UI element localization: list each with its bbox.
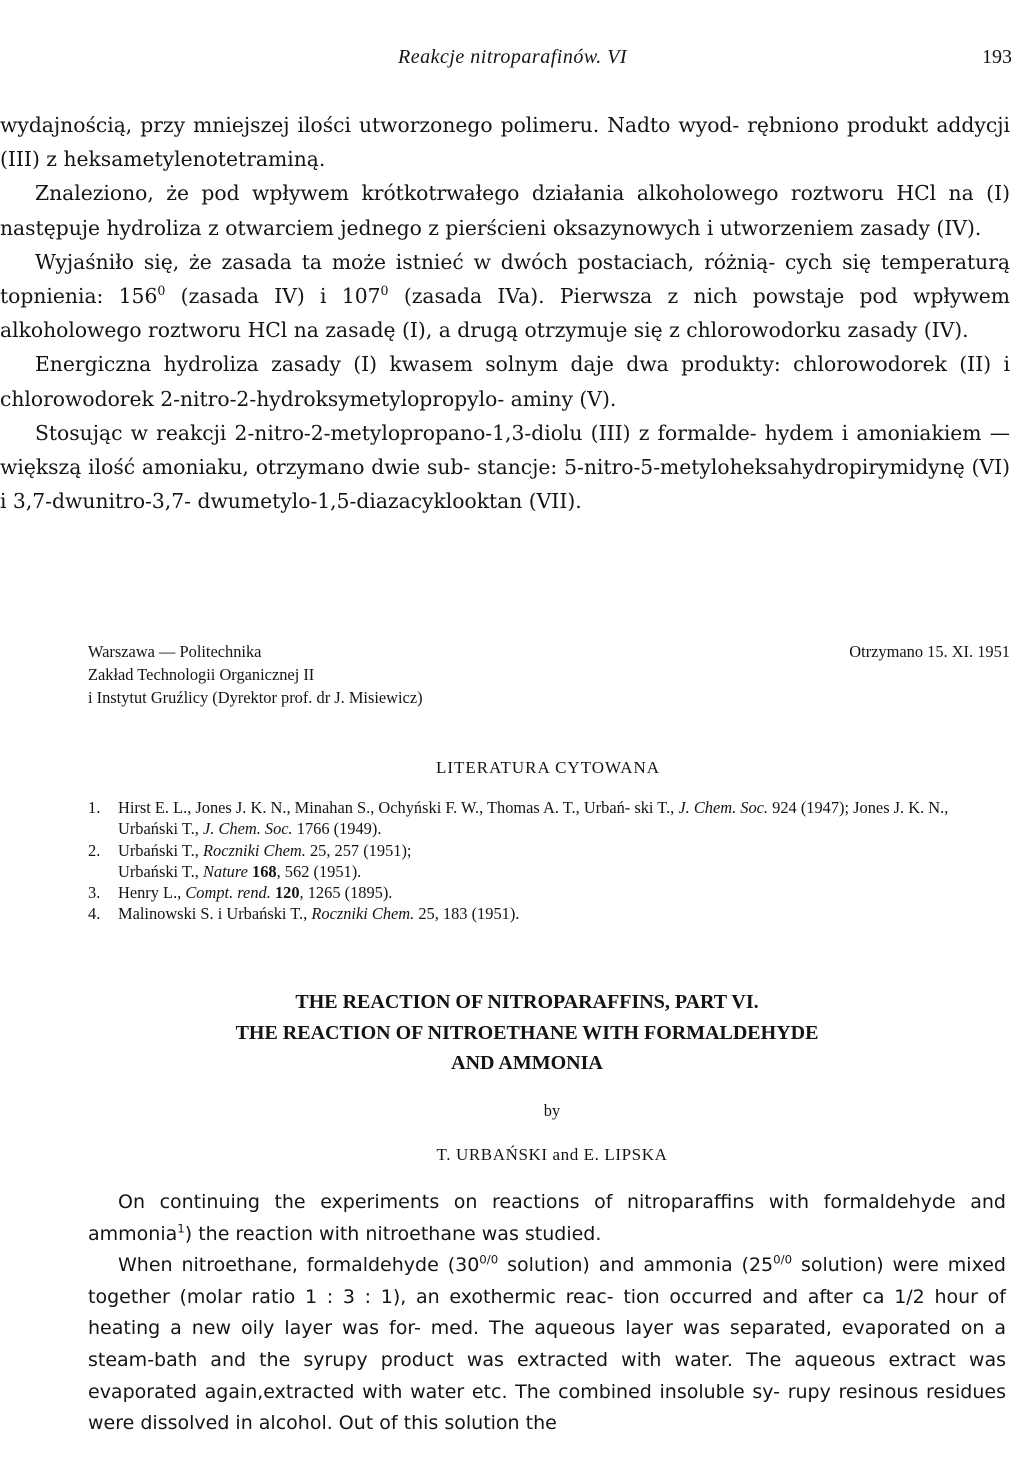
text-run: (zasada IVa). Pierwsza z nich powstaje pod wpływem alkoholowego roztworu HCl na zasadę (I), a drugą otrzymuje się z chlorowodorku zasady (IV). [0,284,1010,343]
reference-list [88,797,1008,925]
reference-number: 4. [88,904,101,924]
journal-name: Roczniki Chem. [311,904,415,924]
journal-name: J. Chem. Soc. [678,798,769,817]
paragraph: Stosując w reakcji 2-nitro-2-metylopropano-1,3-diolu (III) z formalde- hydem i amoniakiem — większą ilość amoniaku, otrzymano dwie sub- stancje: 5-nitro-5-metyloheksahydropirymidynę (VI) i 3,7-dwunitro-3,7- dwumetylo-1,5-diazacyklooktan (VII). [0,420,1010,514]
fraction: 1/2 [894,1285,925,1308]
reference-text: Hirst E. L., Jones J. K. N., Minahan S., Ochyński F. W., Thomas A. T., Urbań- ski T., [118,798,679,817]
reference-text: Henry L., [118,883,186,903]
reference-item [88,903,1008,924]
text-run: When nitroethane, formaldehyde (30 [118,1254,480,1277]
reference-text: 924 (1947); Jones J. K. N., Urbański T., [118,798,949,839]
reference-number: 1. [88,798,101,817]
text-line: Znaleziono, że pod wpływem krótkotrwałego działania alkoholowego [35,181,779,206]
authors: T. URBAŃSKI and E. LIPSKA [436,1145,668,1164]
text-line: rębniono produkt addycji (III) z heksametylenotetraminą. [0,113,1010,172]
page-number: 193 [982,46,1012,68]
paragraph [0,176,1010,244]
english-title [0,987,1024,1079]
reference-item [88,882,1008,903]
running-title: Reakcje nitroparafinów. VI [398,46,628,68]
volume-number: 120 [274,883,300,903]
text-run: (zasada IV) i 107 [165,284,381,309]
reference-text: 25, 183 (1951). [414,904,520,924]
paragraph [0,108,1010,176]
english-body [88,1187,1006,1440]
paragraph [0,245,1010,348]
reference-item [88,797,1008,840]
running-head [0,46,1024,76]
reference-text: Urbański T., [118,840,203,860]
reference-number: 3. [88,883,101,903]
literature-heading: LITERATURA CYTOWANA [435,758,661,777]
text-line: roztworu HCl na (I) następuje hydroliza z otwarciem jednego z pierścieni [0,181,1010,240]
reference-item [88,840,1008,883]
paragraph [88,1250,1006,1440]
reference-text: , 562 (1951). [276,861,362,881]
affiliation-line: Zakład Technologii Organicznej II [88,665,315,685]
percent-sign: 0/0 [479,1252,499,1267]
text-run: hour of heating a new oily layer was for- med. The aqueous layer was separated, evaporated on a steam-bath and the syrupy product was extracted with water. The aqueous extract was evaporated again,extracted with water etc. The combined insoluble sy- rupy resinous residues were dissolved in alcohol. Out of this solution the [88,1285,1006,1435]
title-line: AND AMMONIA [451,1052,603,1074]
text-run: solution) were mixed together (molar ratio 1 : 3 : 1), an exothermic reac- tion occurred and after ca [88,1254,1006,1308]
text-run: solution) and ammonia (25 [498,1254,774,1277]
affiliation-block [88,640,1010,710]
text-run: On continuing the experiments on reactions of nitroparaffins with formaldehyde and ammonia [88,1191,1006,1245]
journal-name: J. Chem. Soc. [202,819,293,839]
title-line: THE REACTION OF NITROPARAFFINS, PART VI. [295,991,759,1013]
text-run: ) the reaction with nitroethane was studied. [184,1222,602,1245]
reference-text: Urbański T., [118,861,203,881]
journal-name: Compt. rend. [185,883,271,903]
percent-sign: 0/0 [773,1252,793,1267]
footnote-ref: 1 [177,1221,185,1236]
paragraph: Energiczna hydroliza zasady (I) kwasem solnym daje dwa produkty: chlorowodorek (II) i chlorowodorek 2-nitro-2-hydroksymetylopropylo- aminy (V). [0,352,1010,411]
polish-body [0,108,1010,518]
degree-superscript: 0 [380,283,389,299]
journal-name: Roczniki Chem. [202,840,306,860]
paragraph [88,1187,1006,1250]
reference-text: 25, 257 (1951); [305,840,412,860]
text-line: oksazynowych i utworzeniem zasady (IV). [552,215,982,240]
reference-text: , 1265 (1895). [299,883,393,903]
affiliation-line: Warszawa — Politechnika [88,642,262,661]
byline-word: by [543,1101,561,1120]
reference-text: 1766 (1949). [292,819,382,839]
text-line: wydajnością, przy mniejszej ilości utworzonego polimeru. Nadto wyod- [0,113,740,137]
volume-number: 168 [252,861,277,881]
received-date: Otrzymano 15. XI. 1951 [849,642,1010,661]
degree-superscript: 0 [157,283,166,299]
reference-text: Malinowski S. i Urbański T., [118,904,312,924]
affiliation-line: i Instytut Gruźlicy (Dyrektor prof. dr J. Misiewicz) [88,688,423,708]
title-line: THE REACTION OF NITROETHANE WITH FORMALDEHYDE [235,1021,819,1044]
reference-number: 2. [88,840,101,860]
journal-name: Nature [202,861,248,881]
text-run: Wyjaśniło się, że zasada ta może istnieć w dwóch postaciach, różnią- cych się temperaturą topnienia: 156 [0,249,1010,309]
